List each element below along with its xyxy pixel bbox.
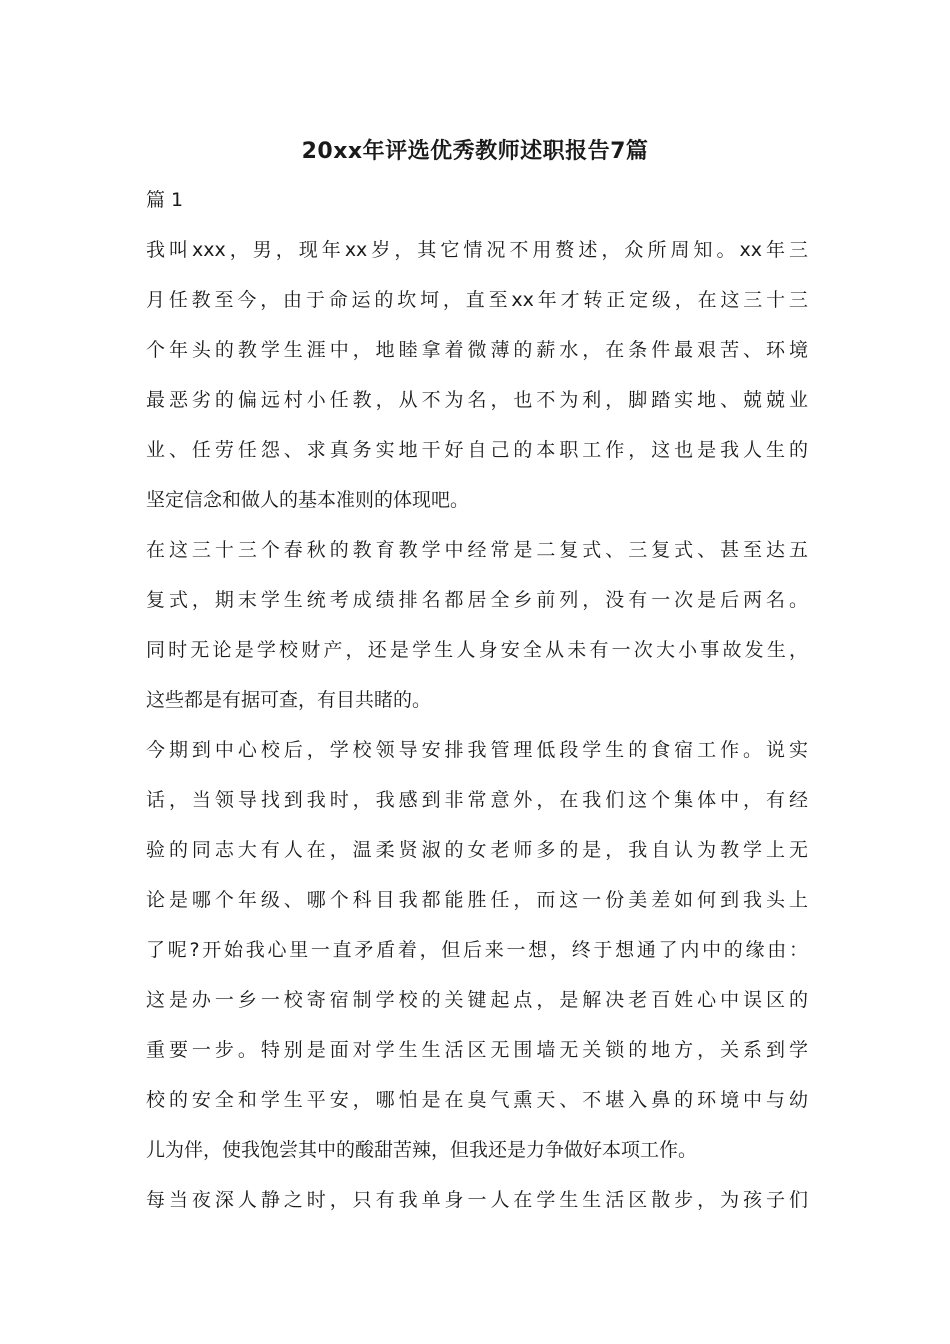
paragraph-1-line-1: 我叫xxx，男，现年xx岁，其它情况不用赘述，众所周知。xx年三 xyxy=(146,239,808,261)
paragraph-4-line-1: 每当夜深人静之时，只有我单身一人在学生生活区散步，为孩子们 xyxy=(146,1189,808,1211)
paragraph-1-line-4: 最恶劣的偏远村小任教，从不为名，也不为利，脚踏实地、兢兢业 xyxy=(146,389,808,411)
paragraph-1-line-2: 月任教至今，由于命运的坎坷，直至xx年才转正定级，在这三十三 xyxy=(146,289,808,311)
paragraph-3-line-9: 儿为伴，使我饱尝其中的酸甜苦辣，但我还是力争做好本项工作。 xyxy=(146,1139,698,1161)
paragraph-3-line-7: 重要一步。特别是面对学生生活区无围墙无关锁的地方，关系到学 xyxy=(146,1039,808,1061)
paragraph-3-line-6: 这是办一乡一校寄宿制学校的关键起点，是解决老百姓心中误区的 xyxy=(146,989,808,1011)
paragraph-1-line-5: 业、任劳任怨、求真务实地干好自己的本职工作，这也是我人生的 xyxy=(146,439,808,461)
paragraph-2-line-1: 在这三十三个春秋的教育教学中经常是二复式、三复式、甚至达五 xyxy=(146,539,808,561)
paragraph-1-line-6: 坚定信念和做人的基本准则的体现吧。 xyxy=(146,489,470,511)
paragraph-3-line-2: 话，当领导找到我时，我感到非常意外，在我们这个集体中，有经 xyxy=(146,789,808,811)
document-title: 20xx年评选优秀教师述职报告7篇 xyxy=(301,139,649,164)
paragraph-1-line-3: 个年头的教学生涯中，地睦拿着微薄的薪水，在条件最艰苦、环境 xyxy=(146,339,808,361)
paragraph-3-line-4: 论是哪个年级、哪个科目我都能胜任，而这一份美差如何到我头上 xyxy=(146,889,808,911)
paragraph-3-line-1: 今期到中心校后，学校领导安排我管理低段学生的食宿工作。说实 xyxy=(146,739,808,761)
paragraph-3-line-3: 验的同志大有人在，温柔贤淑的女老师多的是，我自认为教学上无 xyxy=(146,839,808,861)
paragraph-3-line-5: 了呢?开始我心里一直矛盾着，但后来一想，终于想通了内中的缘由： xyxy=(146,939,808,961)
paragraph-2-line-4: 这些都是有据可查，有目共睹的。 xyxy=(146,689,432,711)
section-label: 篇 1 xyxy=(146,189,184,211)
paragraph-2-line-2: 复式，期末学生统考成绩排名都居全乡前列，没有一次是后两名。 xyxy=(146,589,808,611)
paragraph-3-line-8: 校的安全和学生平安，哪怕是在臭气熏天、不堪入鼻的环境中与幼 xyxy=(146,1089,808,1111)
paragraph-2-line-3: 同时无论是学校财产，还是学生人身安全从未有一次大小事故发生， xyxy=(146,639,808,661)
